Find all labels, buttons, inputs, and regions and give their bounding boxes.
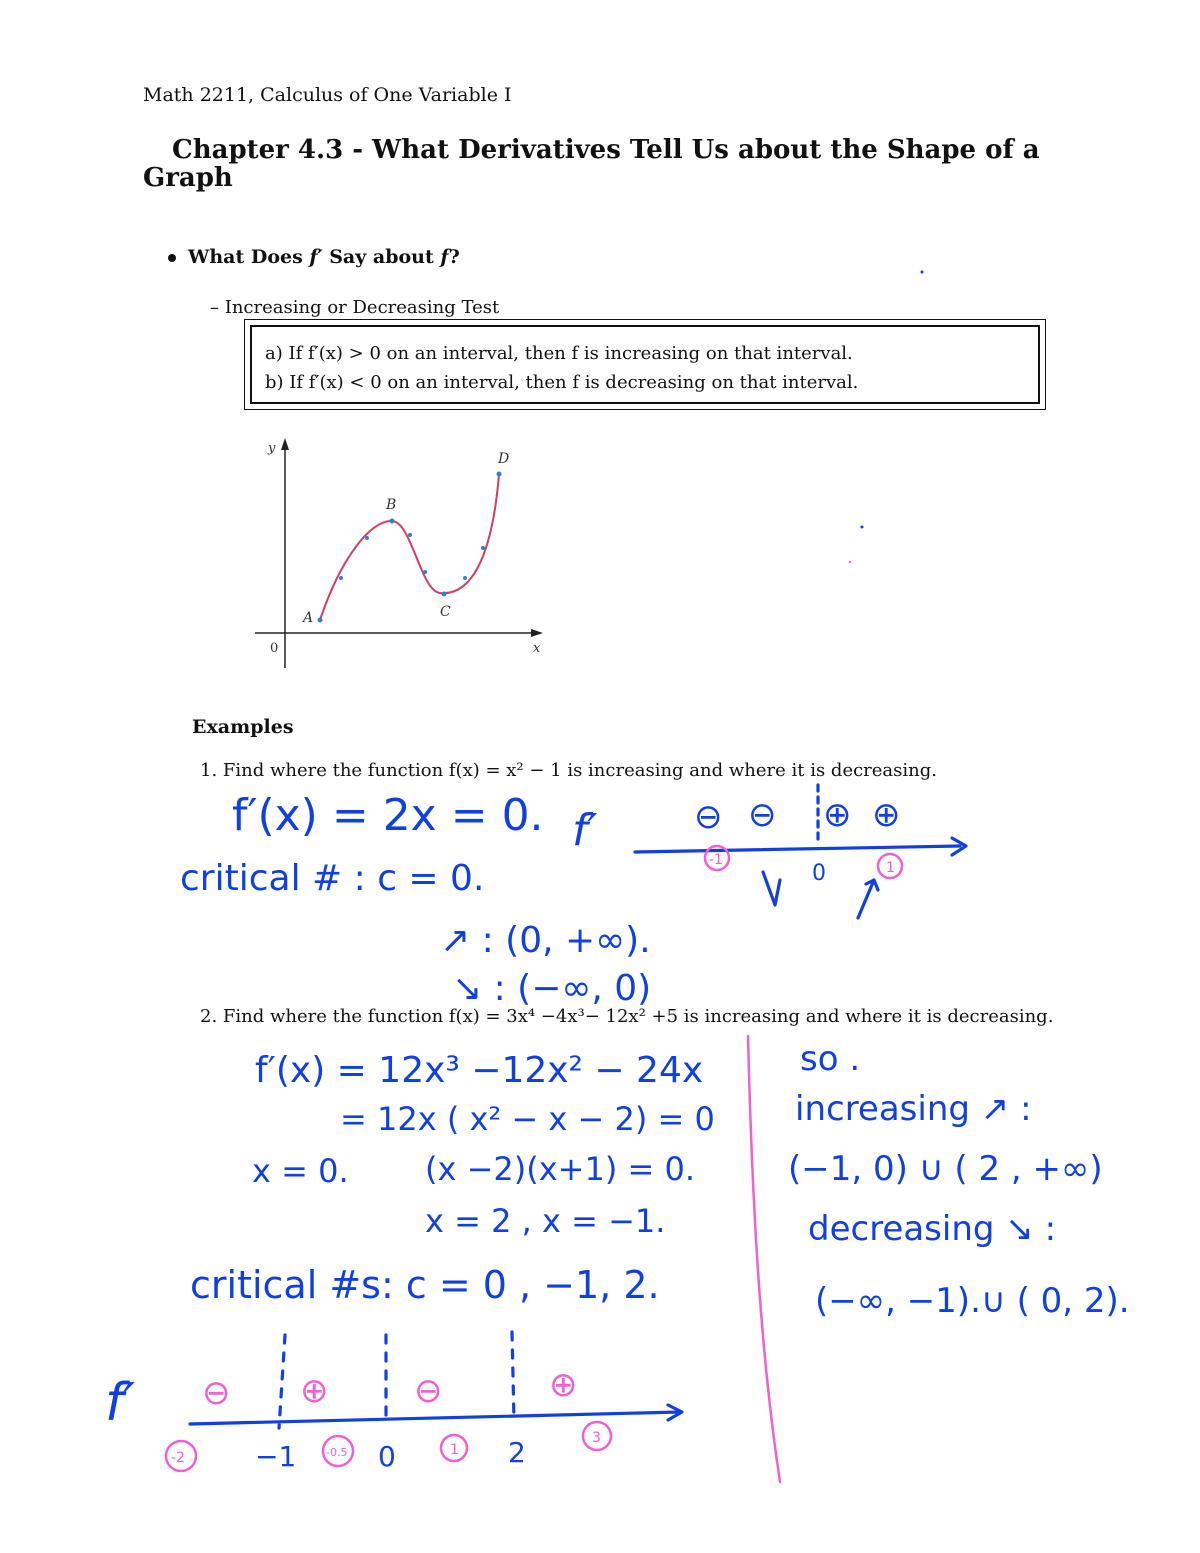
example-2-prompt: 2. Find where the function f(x) = 3x⁴ −4x³− 12x² +5 is increasing and where it is decreasing. — [200, 1006, 1054, 1027]
point-c-label: C — [440, 604, 451, 620]
ex1-derivative: f′(x) = 2x = 0. — [232, 790, 544, 841]
ex1-decreasing: ↘ : (−∞, 0) — [452, 968, 652, 1009]
ex2-sign: ⊖ — [202, 1373, 231, 1413]
divider-line — [748, 1036, 780, 1482]
test-line-a: a) If f′(x) > 0 on an interval, then f is increasing on that interval. — [265, 343, 853, 364]
x-axis-label: x — [533, 641, 541, 656]
ex2-derivative: f′(x) = 12x³ −12x² − 24x — [255, 1050, 704, 1091]
subsection-title: – Increasing or Decreasing Test — [210, 297, 500, 318]
ex2-critical: critical #s: c = 0 , −1, 2. — [190, 1263, 660, 1307]
y-axis-label: y — [268, 441, 276, 456]
bullet-f: f — [440, 246, 449, 268]
ex1-up-arrow — [858, 880, 878, 918]
bullet-end: ? — [448, 246, 460, 268]
ex1-increasing: ↗ : (0, +∞). — [440, 920, 651, 961]
ex2-sign: ⊕ — [300, 1371, 329, 1411]
origin-label: 0 — [270, 641, 279, 656]
ex2-factored: = 12x ( x² − x − 2) = 0 — [340, 1100, 715, 1138]
ex2-roots: x = 2 , x = −1. — [425, 1202, 666, 1240]
ex2-root-zero: x = 0. — [252, 1152, 349, 1190]
ex2-axis-label: −1 — [255, 1440, 297, 1473]
ex2-increasing-label: increasing ↗ : — [795, 1089, 1032, 1129]
ex2-number-line — [190, 1412, 680, 1424]
ex1-sign: ⊕ — [823, 795, 852, 835]
ex1-sign: ⊖ — [694, 797, 723, 837]
ex2-quadratic: (x −2)(x+1) = 0. — [425, 1150, 696, 1188]
ex2-test-point: 1 — [450, 1442, 459, 1458]
ex2-sign: ⊕ — [549, 1365, 578, 1405]
ex2-test-point: 3 — [592, 1430, 601, 1446]
ex1-down-arrow — [763, 872, 780, 905]
ex2-decreasing-label: decreasing ↘ : — [808, 1209, 1057, 1249]
example-1-prompt: 1. Find where the function f(x) = x² − 1 is increasing and where it is decreasing. — [200, 760, 937, 781]
ex1-sign: ⊖ — [748, 795, 777, 835]
ex1-fprime-label: f′ — [572, 805, 598, 856]
ex1-number-line — [635, 846, 960, 852]
ex1-test-point: 1 — [886, 860, 895, 876]
ex1-axis-zero: 0 — [812, 861, 826, 886]
examples-heading: Examples — [192, 716, 294, 738]
ex2-decreasing-interval: (−∞, −1).∪ ( 0, 2). — [815, 1281, 1130, 1321]
ex2-fprime-label: f′ — [105, 1373, 136, 1433]
ex2-so: so . — [800, 1039, 861, 1079]
ex2-critical-marker — [279, 1335, 285, 1428]
bullet-mid: Say about — [322, 246, 441, 268]
point-b-label: B — [386, 497, 397, 513]
chapter-title: Chapter 4.3 - What Derivatives Tell Us about the Shape of a Graph — [143, 135, 1040, 193]
point-a-label: A — [303, 610, 314, 626]
ex2-critical-marker — [512, 1332, 514, 1420]
ex2-sign: ⊖ — [414, 1371, 443, 1411]
ex1-test-point: -1 — [709, 852, 723, 868]
bullet-fprime: f′ — [309, 246, 323, 268]
ex2-axis-label: 2 — [508, 1436, 526, 1469]
course-header: Math 2211, Calculus of One Variable I — [143, 84, 512, 106]
bullet-prefix: What Does — [188, 246, 310, 268]
ex2-test-point: -2 — [171, 1450, 185, 1466]
ex2-axis-label: 0 — [378, 1440, 396, 1473]
point-d-label: D — [498, 451, 510, 467]
ex2-increasing-interval: (−1, 0) ∪ ( 2 , +∞) — [788, 1149, 1103, 1189]
ex1-critical: critical # : c = 0. — [180, 858, 485, 899]
ex1-sign: ⊕ — [872, 795, 901, 835]
ex2-test-point: -0.5 — [326, 1446, 348, 1459]
test-line-b: b) If f′(x) < 0 on an interval, then f is decreasing on that interval. — [265, 372, 859, 393]
